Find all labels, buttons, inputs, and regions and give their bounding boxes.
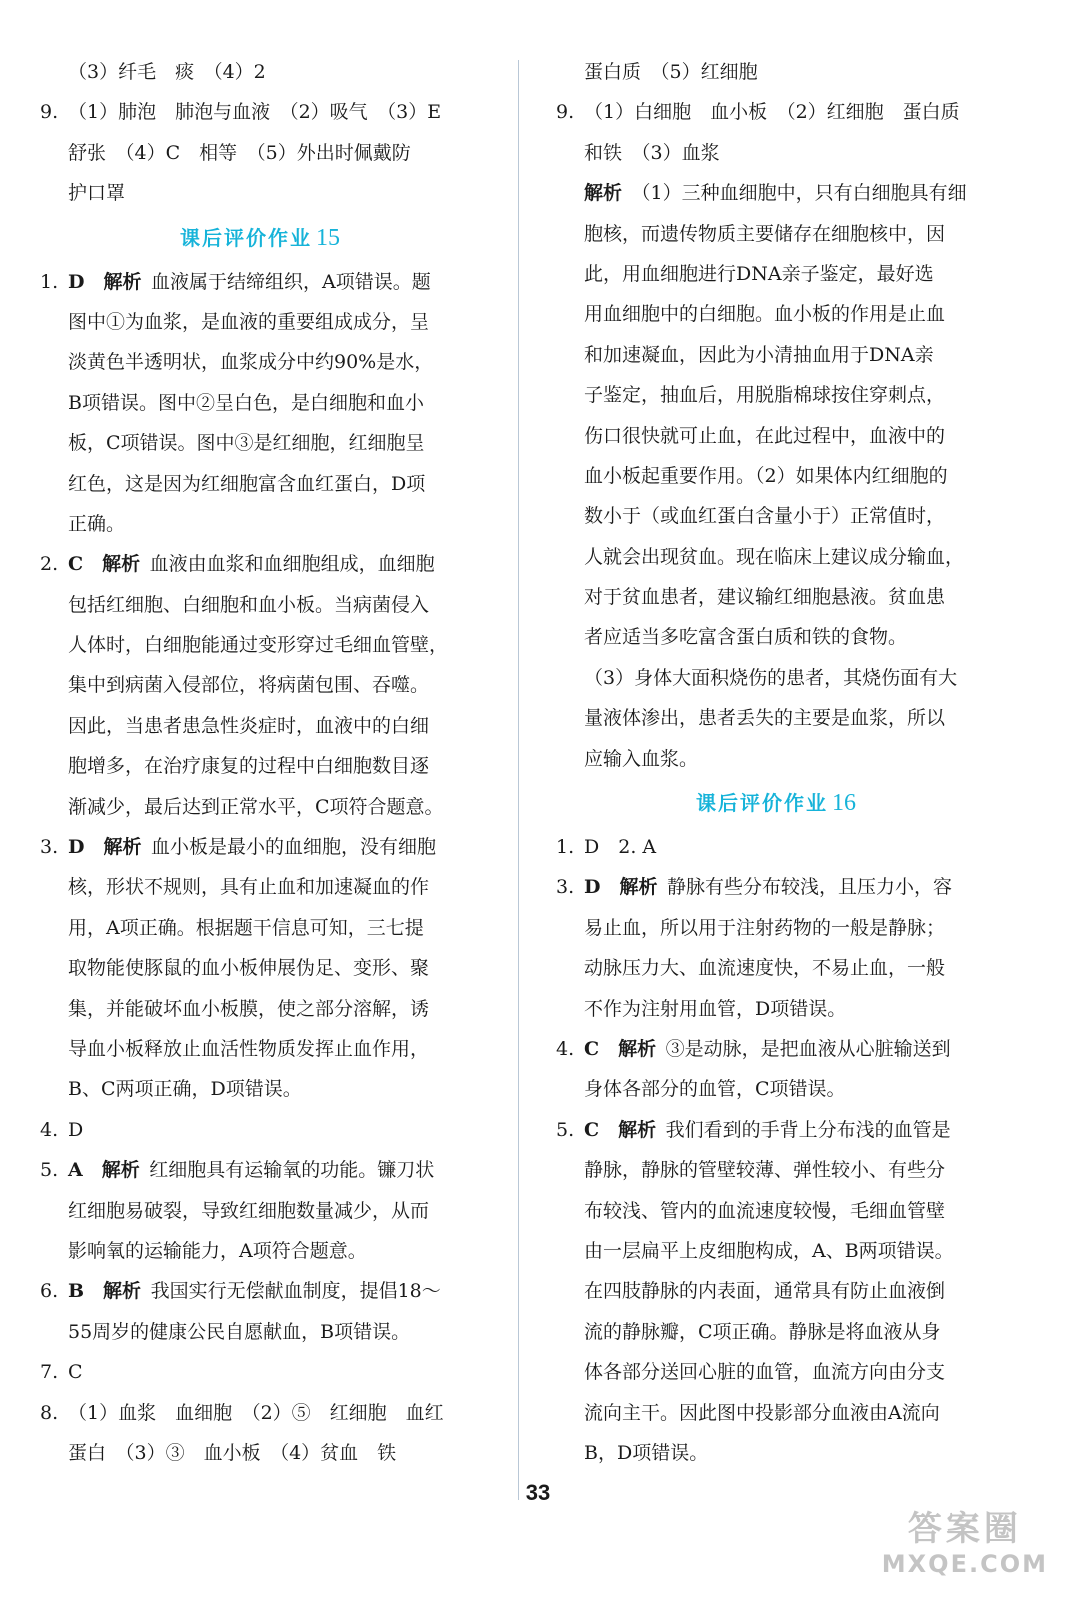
text-line [556,1069,996,1109]
line-text: 流向主干。因此图中投影部分血液由A流向 [584,1401,940,1424]
line-text: 静脉有些分布较浅，且压力小，容 [666,876,952,899]
line-text: 子鉴定，抽血后，用脱脂棉球按住穿刺点， [584,384,946,407]
text-line [40,1069,480,1109]
text-line [40,464,480,504]
text-line [40,262,480,302]
line-text: 身体各部分的血管，C项错误。 [584,1078,846,1101]
watermark-logo [882,1501,1048,1578]
line-text: （1）三种血细胞中，只有白细胞具有细 [631,182,967,205]
line-text: （1）白细胞 血小板 （2）红细胞 蛋白质 [584,101,960,124]
line-text: C [68,1361,83,1384]
line-text: （3）身体大面积烧伤的患者，其烧伤面有大 [584,666,958,689]
line-text: B，D项错误。 [584,1441,709,1464]
answer-keyword: D 解析 [68,836,142,859]
text-line [40,1231,480,1271]
text-line [556,1352,996,1392]
line-text: 影响氧的运输能力，A项符合题意。 [68,1239,367,1262]
line-text: 导血小板释放止血活性物质发挥止血作用， [68,1037,430,1060]
text-line [556,375,996,415]
line-text: 红细胞具有运输氧的功能。镰刀状 [149,1159,435,1182]
line-text: 流的静脉瓣，C项正确。静脉是将血液从身 [584,1320,941,1343]
text-line [40,1393,480,1433]
line-text: 量液体渗出，患者丢失的主要是血浆，所以 [584,707,946,730]
text-line [556,1231,996,1271]
text-line [556,948,996,988]
text-line [556,1150,996,1190]
line-text: D [68,1118,84,1141]
line-text: 舒张 （4）C 相等 （5）外出时佩戴防 [68,141,411,164]
answer-keyword: C 解析 [584,1118,657,1141]
section-title [40,214,480,262]
line-text: 应输入血浆。 [584,747,699,770]
text-line [40,867,480,907]
line-text: 红色，这是因为红细胞富含血红蛋白，D项 [68,472,426,495]
page-number: 33 [525,1480,551,1505]
question-number: 9. [40,101,59,124]
text-line [556,335,996,375]
line-text: 不作为注射用血管，D项错误。 [584,997,847,1020]
line-text: 对于贫血患者，建议输红细胞悬液。贫血患 [584,586,946,609]
line-text: 血小板是最小的血细胞，没有细胞 [150,836,436,859]
text-line [556,1271,996,1311]
text-line [40,1312,480,1352]
line-text: 血液由血浆和血细胞组成，血细胞 [149,553,435,576]
line-text: 板，C项错误。图中③是红细胞，红细胞呈 [68,432,425,455]
text-line [556,739,996,779]
line-text: 人体时，白细胞能通过变形穿过毛细血管壁， [68,634,449,657]
line-text: 易止血，所以用于注射药物的一般是静脉； [584,916,946,939]
column-divider [518,60,519,1500]
line-text: 用，A项正确。根据题干信息可知，三七提 [68,916,424,939]
text-line [556,214,996,254]
text-line [40,1191,480,1231]
question-number: 4. [40,1118,59,1141]
watermark-bottom-text: MXQE.COM [881,1550,1048,1578]
watermark-top-text: 答案圈 [907,1509,1022,1549]
line-text: 人就会出现贫血。现在临床上建议成分输血， [584,545,965,568]
text-line [556,1029,996,1069]
text-line [40,948,480,988]
line-text: 我们看到的手背上分布浅的血管是 [665,1118,951,1141]
section-title [556,779,996,827]
text-line [556,456,996,496]
question-number: 5. [556,1118,575,1141]
text-line [40,173,480,213]
question-number: 7. [40,1361,59,1384]
answer-keyword: 解析 [584,182,623,205]
line-text: 血小板起重要作用。（2）如果体内红细胞的 [584,464,948,487]
line-text: 和加速凝血，因此为小清抽血用于DNA亲 [584,343,934,366]
answer-keyword: D 解析 [68,270,142,293]
text-line [40,423,480,463]
text-line [556,254,996,294]
text-line [40,827,480,867]
section-title-text: 课后评价作业 [696,791,828,816]
text-line [40,92,480,132]
text-line [556,1110,996,1150]
text-line [40,504,480,544]
answer-keyword: C 解析 [68,553,141,576]
text-line [40,1150,480,1190]
left-column [40,52,480,1473]
text-line [556,1393,996,1433]
line-text: 图中①为血浆，是血液的重要组成成分，呈 [68,310,430,333]
text-line [40,1352,480,1392]
text-line [556,658,996,698]
text-line [40,544,480,584]
answer-keyword: D 解析 [584,876,658,899]
text-line [556,537,996,577]
line-text: 胞核，而遗传物质主要储存在细胞核中，因 [584,222,946,245]
text-line [556,1191,996,1231]
line-text: 我国实行无偿献血制度，提倡18～ [150,1280,441,1303]
line-text: 由一层扁平上皮细胞构成，A、B两项错误。 [584,1239,954,1262]
section-title-text: 课后评价作业 [180,225,312,250]
question-number: 5. [40,1159,59,1182]
text-line [556,908,996,948]
text-line [40,585,480,625]
text-line [40,665,480,705]
answer-keyword: C 解析 [584,1037,657,1060]
question-number: 4. [556,1037,575,1060]
text-line [556,1312,996,1352]
text-line [40,342,480,382]
section-number: 16 [832,790,856,817]
text-line [556,867,996,907]
line-text: 在四肢静脉的内表面，通常具有防止血液倒 [584,1280,946,1303]
text-line [556,92,996,132]
text-line [40,625,480,665]
text-line [556,294,996,334]
question-number: 8. [40,1401,59,1424]
line-text: 正确。 [68,512,126,535]
line-text: 55周岁的健康公民自愿献血，B项错误。 [68,1320,411,1343]
line-text: 渐减少，最后达到正常水平，C项符合题意。 [68,795,444,818]
answer-keyword: B 解析 [68,1280,142,1303]
answer-keyword: A 解析 [68,1159,140,1182]
line-text: 包括红细胞、白细胞和血小板。当病菌侵入 [68,593,430,616]
text-line [40,52,480,92]
text-line [40,706,480,746]
line-text: B项错误。图中②呈白色，是白细胞和血小 [68,391,424,414]
line-text: 核，形状不规则，具有止血和加速凝血的作 [68,876,430,899]
line-text: 静脉，静脉的管壁较薄、弹性较小、有些分 [584,1159,946,1182]
text-line [556,416,996,456]
line-text: 胞增多，在治疗康复的过程中白细胞数目逐 [68,755,430,778]
line-text: （3）纤毛 痰 （4）2 [68,61,266,83]
line-text: 数小于（或血红蛋白含量小于）正常值时， [584,505,946,528]
line-text: 体各部分送回心脏的血管，血流方向由分支 [584,1361,946,1384]
line-text: 集中到病菌入侵部位，将病菌包围、吞噬。 [68,674,430,697]
text-line [556,827,996,867]
text-line [40,746,480,786]
text-line [556,1433,996,1473]
section-number: 15 [316,224,340,251]
text-line [556,173,996,213]
question-number: 9. [556,101,575,124]
line-text: （1）肺泡 肺泡与血液 （2）吸气 （3）E [68,101,442,124]
line-text: 红细胞易破裂，导致红细胞数量减少，从而 [68,1199,430,1222]
text-line [556,52,996,92]
line-text: 蛋白质 （5）红细胞 [584,61,758,83]
text-line [40,1271,480,1311]
line-text: 取物能使豚鼠的血小板伸展伪足、变形、聚 [68,957,430,980]
text-line [40,383,480,423]
text-line [40,133,480,173]
text-line [556,133,996,173]
text-line [40,989,480,1029]
question-number: 3. [40,836,59,859]
line-text: 因此，当患者患急性炎症时，血液中的白细 [68,714,430,737]
line-text: ③是动脉，是把血液从心脏输送到 [665,1037,951,1060]
line-text: 此，用血细胞进行DNA亲子鉴定，最好选 [584,262,934,285]
line-text: 和铁 （3）血浆 [584,141,720,164]
line-text: 蛋白 （3）③ 血小板 （4）贫血 铁 [68,1441,397,1464]
line-text: B、C两项正确，D项错误。 [68,1078,302,1101]
line-text: 伤口很快就可止血，在此过程中，血液中的 [584,424,946,447]
line-text: D 2. A [584,836,657,859]
line-text: 用血细胞中的白细胞。血小板的作用是止血 [584,303,946,326]
line-text: 血液属于结缔组织，A项错误。题 [150,270,431,293]
line-text: （1）血浆 血细胞 （2）⑤ 红细胞 血红 [68,1401,444,1424]
text-line [40,908,480,948]
right-column [556,52,996,1473]
line-text: 动脉压力大、血流速度快，不易止血，一般 [584,957,946,980]
text-line [556,577,996,617]
text-line [40,787,480,827]
question-number: 6. [40,1280,59,1303]
question-number: 1. [40,270,59,293]
text-line [40,1433,480,1473]
text-line [556,989,996,1029]
line-text: 集，并能破坏血小板膜，使之部分溶解，诱 [68,997,430,1020]
question-number: 1. [556,836,575,859]
text-line [556,617,996,657]
line-text: 布较浅、管内的血流速度较慢，毛细血管壁 [584,1199,946,1222]
question-number: 2. [40,553,59,576]
question-number: 3. [556,876,575,899]
text-line [40,302,480,342]
text-line [556,496,996,536]
text-line [556,698,996,738]
line-text: 护口罩 [68,182,126,205]
text-line [40,1110,480,1150]
text-line [40,1029,480,1069]
line-text: 者应适当多吃富含蛋白质和铁的食物。 [584,626,908,649]
line-text: 淡黄色半透明状，血浆成分中约90%是水， [68,351,434,374]
